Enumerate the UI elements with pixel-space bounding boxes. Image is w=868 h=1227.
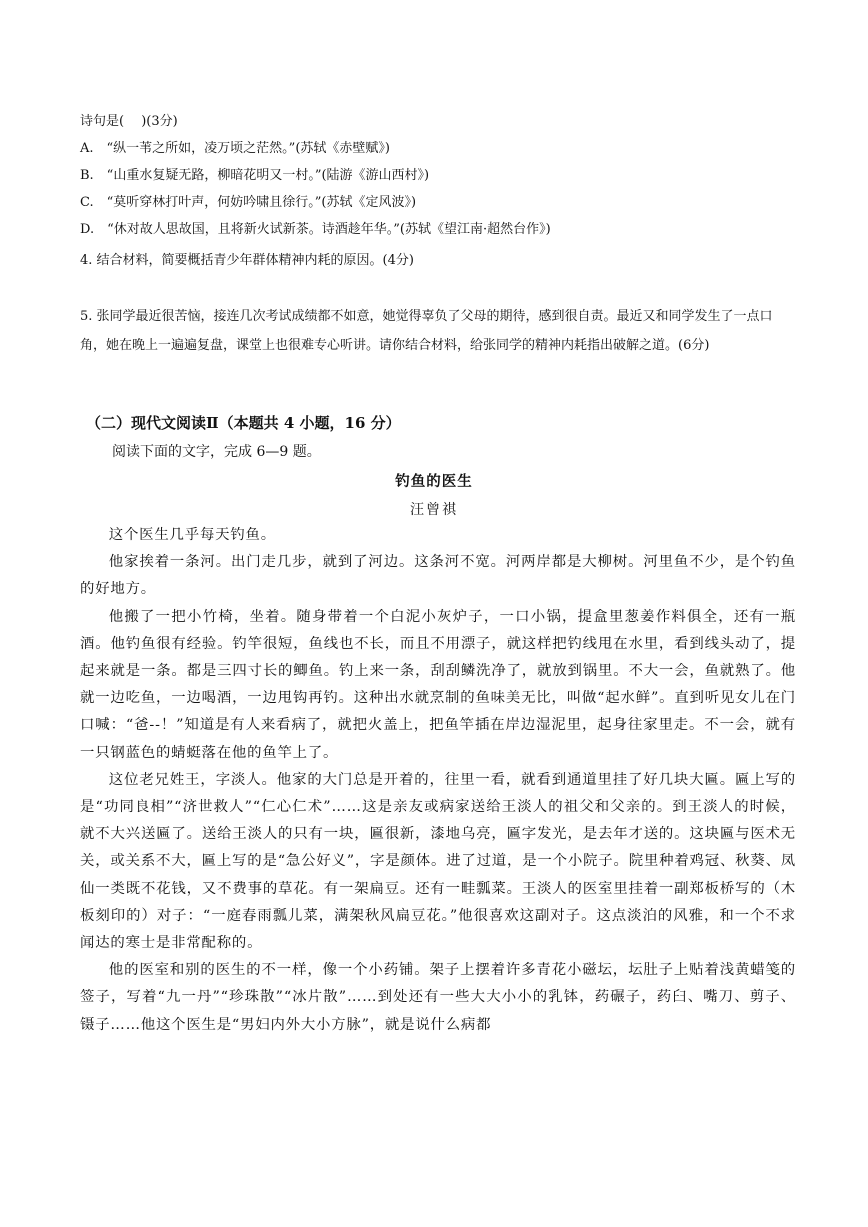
question-4: 4. 结合材料，简要概括青少年群体精神内耗的原因。(4分) bbox=[80, 253, 414, 268]
article-paragraph: 这个医生几乎每天钓鱼。 bbox=[108, 527, 276, 543]
question-3-option-b: B. “山重水复疑无路，柳暗花明又一村。”(陆游《游山西村》) bbox=[80, 168, 430, 183]
article-body bbox=[80, 522, 796, 1039]
section-heading: （二）现代文阅读Ⅱ（本题共 4 小题，16 分） bbox=[86, 414, 401, 432]
question-5: 5. 张同学最近很苦恼，接连几次考试成绩都不如意，她觉得辜负了父母的期待，感到很自责。最近又和同学发生了一点口角，她在晚上一遍遍复盘，课堂上也很难专心听讲。请你结合材料，给张同学的精神内耗指出破解之道。(6分) bbox=[80, 309, 773, 353]
question-3-stem: 诗句是( )(3分) bbox=[80, 114, 178, 129]
article-paragraph: 他家挨着一条河。出门走几步，就到了河边。这条河不宽。河两岸都是大柳树。河里鱼不少，是个钓鱼的好地方。 bbox=[80, 554, 796, 598]
article-author: 汪曾祺 bbox=[410, 502, 458, 518]
article-paragraph: 他搬了一把小竹椅，坐着。随身带着一个白泥小灰炉子，一口小锅，提盒里葱姜作料俱全，还有一瓶酒。他钓鱼很有经验。钓竿很短，鱼线也不长，而且不用漂子，就这样把钓线甩在水里，看到线头动了，提起来就是一条。都是三四寸长的鲫鱼。钓上来一条，刮刮鳞洗净了，就放到锅里。不大一会，鱼就熟了。他就一边吃鱼，一边喝酒，一边甩钩再钓。这种出水就烹制的鱼味美无比，叫做“起水鲜”。直到听见女儿在门口喊：“爸--！”知道是有人来看病了，就把火盖上，把鱼竿插在岸边湿泥里，起身往家里走。不一会，就有一只钢蓝色的蜻蜓落在他的鱼竿上了。 bbox=[80, 608, 796, 761]
section-instruction: 阅读下面的文字，完成 6—9 题。 bbox=[112, 444, 321, 460]
question-3-option-a: A. “纵一苇之所如，凌万顷之茫然。”(苏轼《赤壁赋》) bbox=[80, 141, 390, 156]
question-3-option-c: C. “莫听穿林打叶声，何妨吟啸且徐行。”(苏轼《定风波》) bbox=[80, 195, 417, 210]
article-paragraph: 这位老兄姓王，字淡人。他家的大门总是开着的，往里一看，就看到通道里挂了好几块大匾。匾上写的是“功同良相”“济世救人”“仁心仁术”……这是亲友或病家送给王淡人的祖父和父亲的。到王淡人的时候，就不大兴送匾了。送给王淡人的只有一块，匾很新，漆地乌亮，匾字发光，是去年才送的。这块匾与医术无关，或关系不大，匾上写的是“急公好义”，字是颜体。进了过道，是一个小院子。院里种着鸡冠、秋葵、凤仙一类既不花钱，又不费事的草花。有一架扁豆。还有一畦瓢菜。王淡人的医室里挂着一副郑板桥写的（木板刻印的）对子：“一庭春雨瓢儿菜，满架秋风扁豆花。”他很喜欢这副对子。这点淡泊的风雅，和一个不求闻达的寒士是非常配称的。 bbox=[80, 771, 796, 952]
article-title: 钓鱼的医生 bbox=[395, 473, 473, 490]
article-paragraph: 他的医室和别的医生的不一样，像一个小药铺。架子上摆着许多青花小磁坛，坛肚子上贴着浅黄蜡笺的签子，写着“九一丹”“珍珠散”“冰片散”……到处还有一些大大小小的乳钵，药碾子，药臼、嘴刀、剪子、镊子……他这个医生是“男妇内外大小方脉”，就是说什么病都 bbox=[80, 962, 796, 1033]
question-3-option-d: D. “休对故人思故国，且将新火试新茶。诗酒趁年华。”(苏轼《望江南·超然台作》) bbox=[80, 222, 551, 237]
